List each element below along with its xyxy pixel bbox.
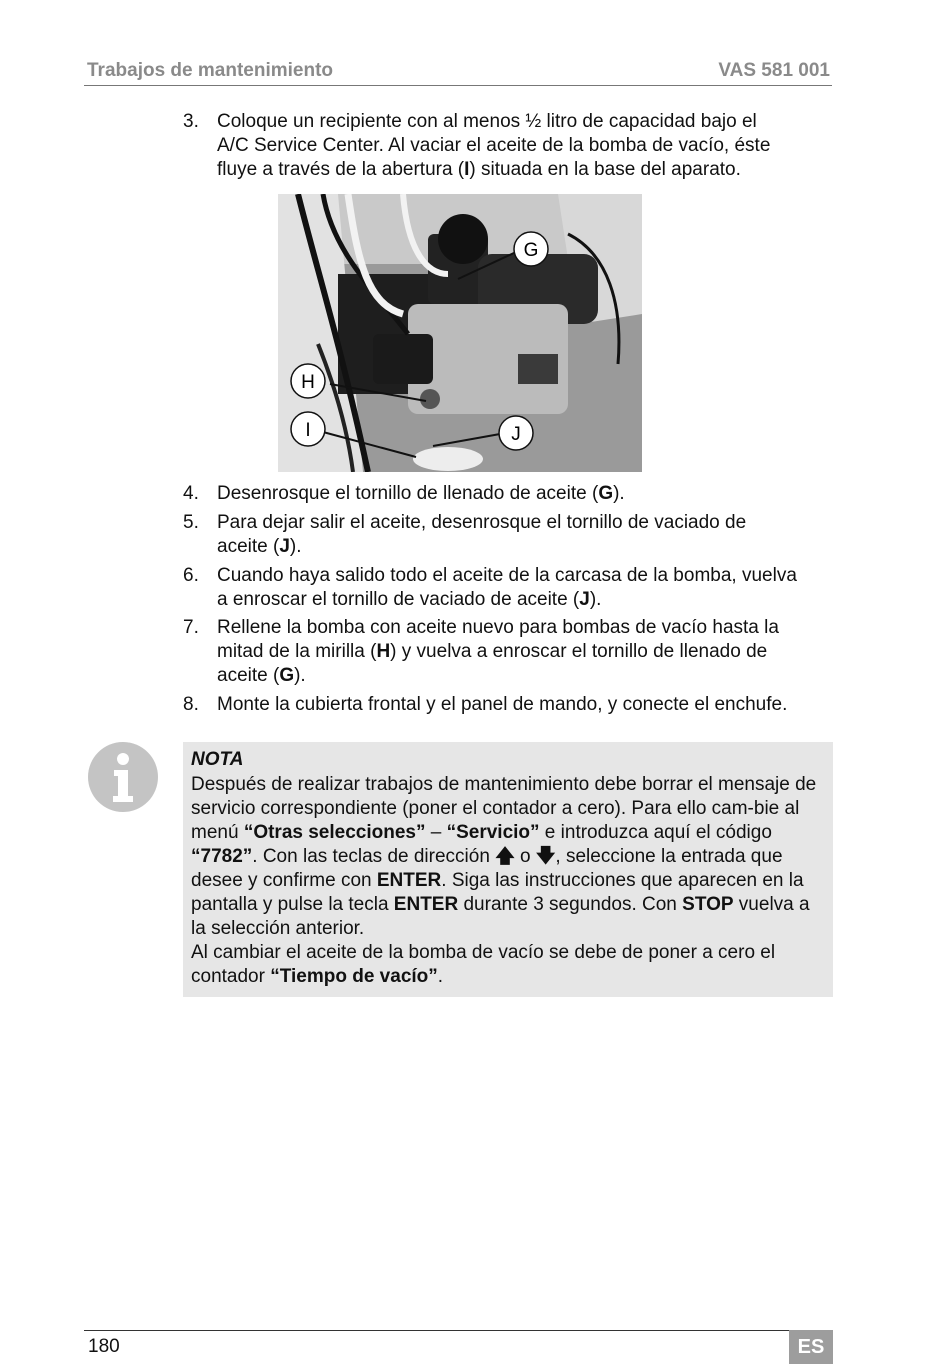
note-text: o (514, 846, 536, 867)
step-number: 5. (183, 512, 199, 533)
callout-label: H (301, 372, 315, 393)
step-line: ) y vuelva a enroscar el tornillo de llenado de (390, 641, 768, 662)
note-text: Después de realizar trabajos de mantenimiento debe borrar el mensaje de servicio correspondiente (poner el contador a cero). Para ello cam-bie al menú (191, 774, 817, 843)
note-text: . Con las teclas de dirección (252, 846, 496, 867)
step-line: aceite ( (217, 536, 280, 557)
menu-name: “Servicio” (446, 822, 540, 843)
key-name: STOP (682, 894, 734, 915)
counter-name: “Tiempo de vacío” (270, 966, 438, 987)
step-line: ). (589, 589, 602, 610)
callout-label: I (305, 420, 311, 441)
service-code: “7782” (191, 846, 253, 867)
footer-rule (84, 1330, 832, 1331)
callout-i (291, 412, 325, 446)
step-line: fluye a través de la abertura ( (217, 159, 465, 180)
note-title: NOTA (191, 749, 244, 770)
step-number: 4. (183, 483, 199, 504)
step-line: ). (294, 665, 306, 686)
vacuum-pump-photo (278, 194, 642, 472)
callout-g (514, 232, 548, 266)
step-line: Cuando haya salido todo el aceite de la carcasa de la bomba, vuelva (217, 565, 797, 586)
step-line: A/C Service Center. Al vaciar el aceite de la bomba de vacío, éste (217, 135, 771, 156)
step-text (217, 564, 833, 612)
step-number: 3. (183, 111, 199, 132)
note-text: durante 3 segundos. Con (458, 894, 683, 915)
arrow-down-icon: 🡇 (535, 846, 556, 867)
step-line: aceite ( (217, 665, 280, 686)
callout-label: G (523, 240, 539, 261)
note-text: vuelva a la selección anterior. (191, 894, 810, 939)
note-text: e introduzca aquí el código (539, 822, 772, 843)
ref-letter: G (279, 665, 295, 686)
step-text (217, 511, 833, 559)
language-badge: ES (789, 1330, 833, 1364)
header-model: VAS 581 001 (718, 60, 830, 81)
step-text: Monte la cubierta frontal y el panel de mando, y conecte el enchufe. (217, 694, 788, 715)
step-6 (183, 564, 833, 612)
step-text (217, 110, 833, 182)
step-text (217, 616, 833, 688)
note-body (191, 773, 827, 989)
note-text: Al cambiar el aceite de la bomba de vacío se debe de poner a cero el contador (191, 942, 776, 987)
step-7 (183, 616, 833, 688)
step-3 (183, 110, 833, 182)
step-line: Coloque un recipiente con al menos ½ litro de capacidad bajo el (217, 111, 757, 132)
info-icon (88, 742, 158, 812)
arrow-up-icon: 🡅 (495, 846, 515, 867)
ref-letter: I (464, 159, 470, 180)
callout-j (499, 416, 533, 450)
menu-name: “Otras selecciones” (243, 822, 426, 843)
note-text: , seleccione la entrada que desee y confirme con (191, 846, 783, 891)
key-name: ENTER (393, 894, 459, 915)
ref-letter: J (579, 589, 590, 610)
header-section: Trabajos de mantenimiento (87, 60, 333, 81)
header-rule (84, 85, 832, 86)
step-line: Para dejar salir el aceite, desenrosque el tornillo de vaciado de (217, 512, 747, 533)
step-line: ). (289, 536, 302, 557)
step-line: a enroscar el tornillo de vaciado de aceite ( (217, 589, 580, 610)
key-name: ENTER (376, 870, 442, 891)
step-4 (183, 482, 833, 506)
callout-label: J (511, 424, 521, 445)
note-text: . (437, 966, 444, 987)
step-8 (183, 693, 833, 717)
step-number: 8. (183, 694, 199, 715)
step-text (217, 482, 833, 506)
callout-h (291, 364, 325, 398)
step-line: Desenrosque el tornillo de llenado de aceite ( (217, 483, 599, 504)
step-line: ) situada en la base del aparato. (469, 159, 741, 180)
step-number: 7. (183, 617, 199, 638)
ref-letter: G (598, 483, 614, 504)
note-text: . Siga las instrucciones que aparecen en la pantalla y pulse la tecla (191, 870, 804, 915)
step-line: mitad de la mirilla ( (217, 641, 377, 662)
step-line: ). (613, 483, 625, 504)
step-5 (183, 511, 833, 559)
ref-letter: H (376, 641, 391, 662)
step-number: 6. (183, 565, 199, 586)
ref-letter: J (279, 536, 290, 557)
note-text: – (425, 822, 447, 843)
page-number: 180 (88, 1336, 120, 1357)
step-line: Rellene la bomba con aceite nuevo para bombas de vacío hasta la (217, 617, 779, 638)
